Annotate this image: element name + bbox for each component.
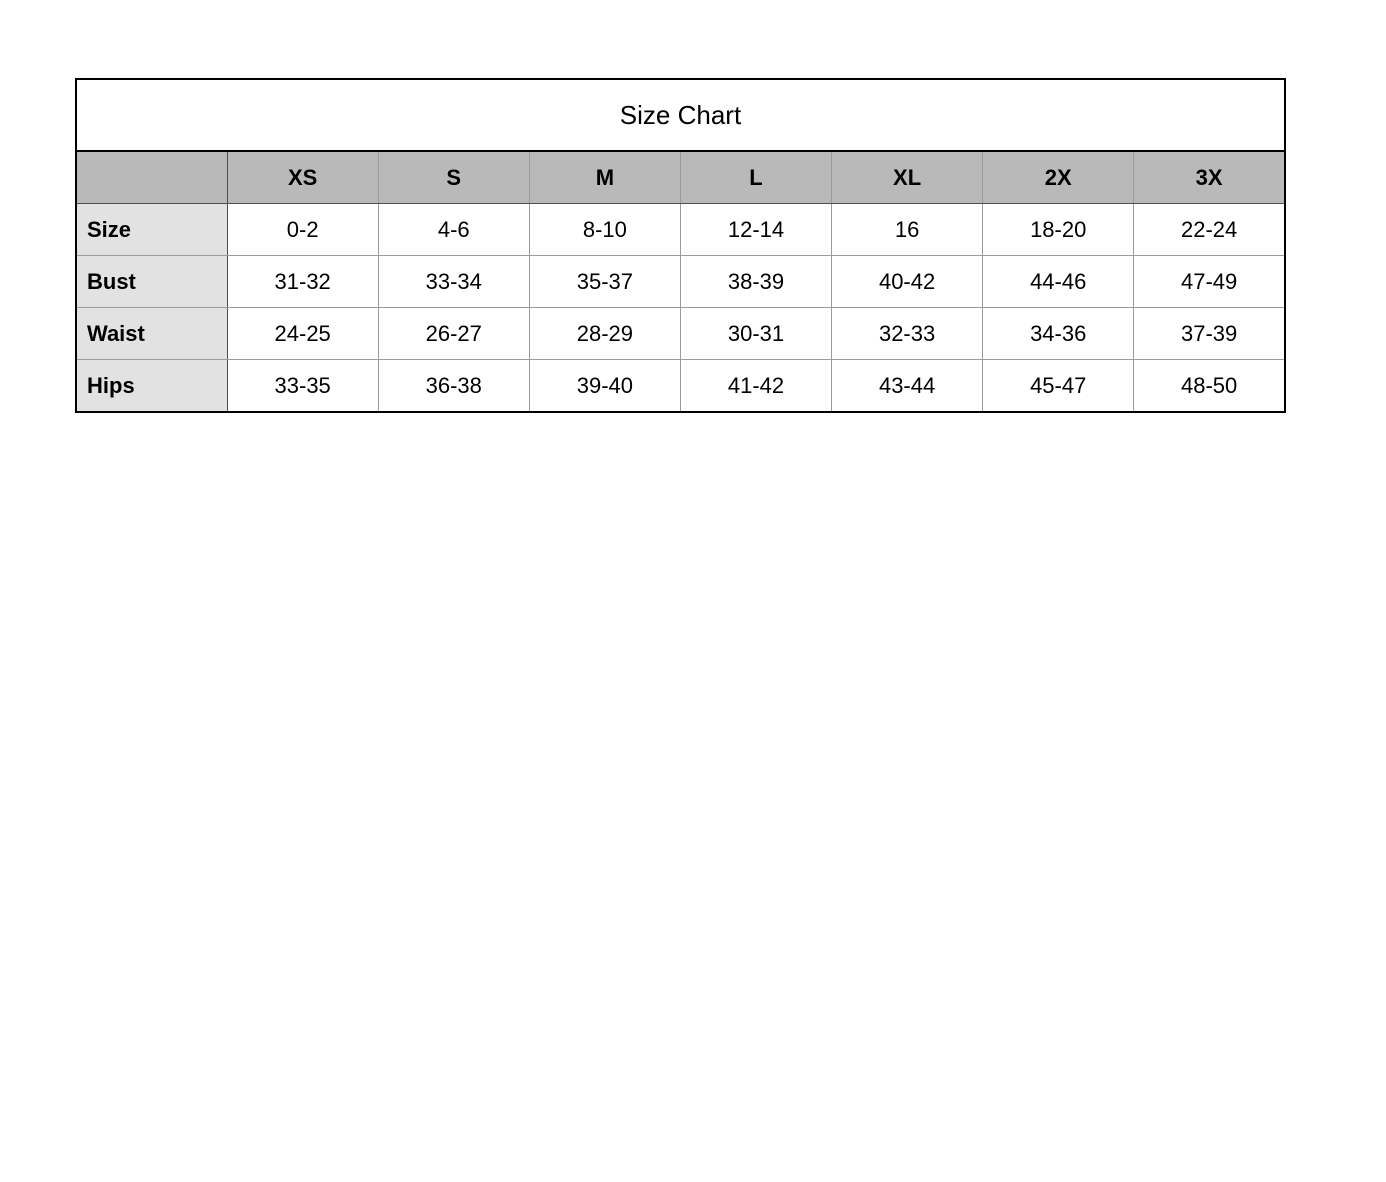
column-header-l: L [680, 151, 831, 204]
cell-size-l: 12-14 [680, 204, 831, 256]
cell-bust-l: 38-39 [680, 256, 831, 308]
cell-size-2x: 18-20 [983, 204, 1134, 256]
column-header-s: S [378, 151, 529, 204]
cell-waist-2x: 34-36 [983, 308, 1134, 360]
cell-size-xl: 16 [832, 204, 983, 256]
header-row [76, 151, 1285, 204]
table-row-bust [76, 256, 1285, 308]
row-label-waist: Waist [76, 308, 227, 360]
row-label-bust: Bust [76, 256, 227, 308]
cell-hips-s: 36-38 [378, 360, 529, 413]
column-header-3x: 3X [1134, 151, 1285, 204]
cell-hips-xl: 43-44 [832, 360, 983, 413]
cell-waist-xs: 24-25 [227, 308, 378, 360]
cell-waist-l: 30-31 [680, 308, 831, 360]
cell-waist-3x: 37-39 [1134, 308, 1285, 360]
cell-waist-m: 28-29 [529, 308, 680, 360]
title-row [76, 79, 1285, 151]
cell-size-s: 4-6 [378, 204, 529, 256]
cell-bust-2x: 44-46 [983, 256, 1134, 308]
cell-hips-3x: 48-50 [1134, 360, 1285, 413]
row-label-size: Size [76, 204, 227, 256]
cell-size-3x: 22-24 [1134, 204, 1285, 256]
cell-hips-l: 41-42 [680, 360, 831, 413]
column-header-m: M [529, 151, 680, 204]
cell-waist-s: 26-27 [378, 308, 529, 360]
cell-bust-s: 33-34 [378, 256, 529, 308]
column-header-xl: XL [832, 151, 983, 204]
cell-size-m: 8-10 [529, 204, 680, 256]
size-chart-table [75, 78, 1286, 413]
cell-bust-xs: 31-32 [227, 256, 378, 308]
table-title: Size Chart [76, 79, 1285, 151]
cell-waist-xl: 32-33 [832, 308, 983, 360]
column-header-2x: 2X [983, 151, 1134, 204]
corner-cell [76, 151, 227, 204]
table-row-waist [76, 308, 1285, 360]
table-row-hips [76, 360, 1285, 413]
row-label-hips: Hips [76, 360, 227, 413]
cell-bust-m: 35-37 [529, 256, 680, 308]
cell-size-xs: 0-2 [227, 204, 378, 256]
cell-bust-xl: 40-42 [832, 256, 983, 308]
cell-hips-m: 39-40 [529, 360, 680, 413]
cell-hips-2x: 45-47 [983, 360, 1134, 413]
cell-hips-xs: 33-35 [227, 360, 378, 413]
table-row-size [76, 204, 1285, 256]
cell-bust-3x: 47-49 [1134, 256, 1285, 308]
column-header-xs: XS [227, 151, 378, 204]
